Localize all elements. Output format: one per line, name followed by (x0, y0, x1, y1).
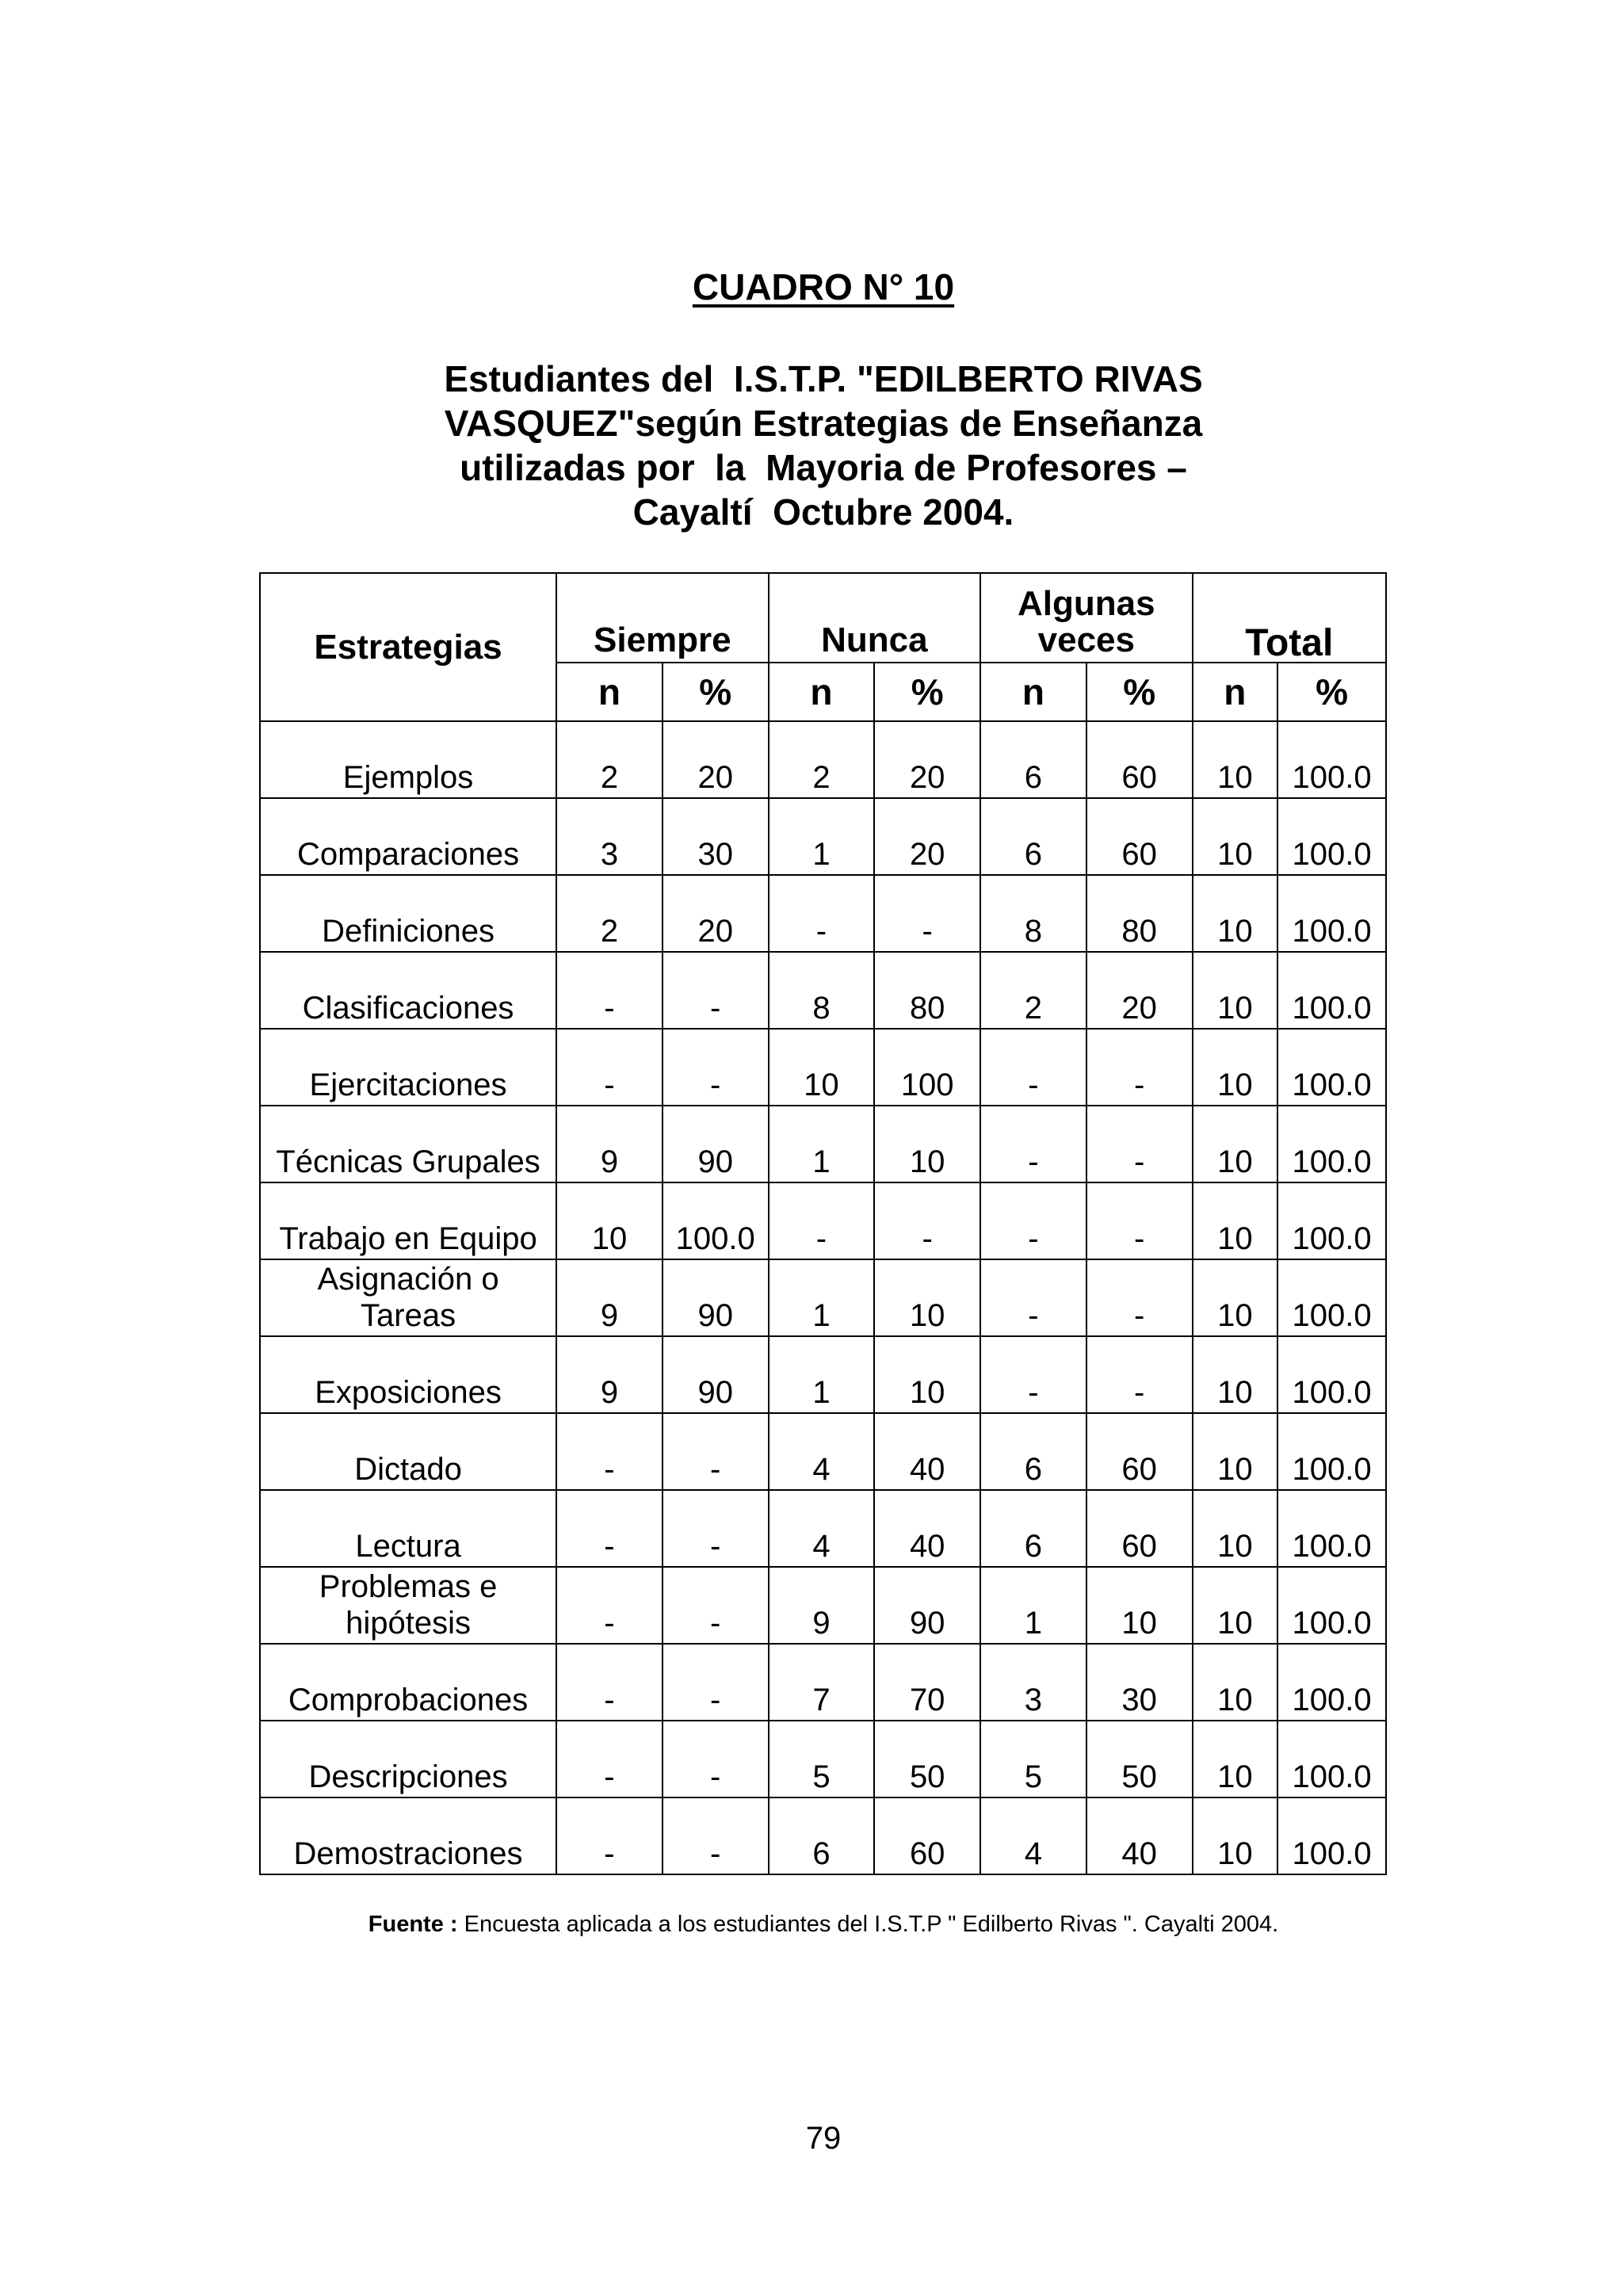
value-cell: - (556, 952, 663, 1029)
value-cell: 100.0 (1277, 1567, 1386, 1644)
table-row (260, 1721, 1386, 1797)
source-text: Encuesta aplicada a los estudiantes del I.S.T.P " Edilberto Rivas ". Cayalti 2004. (457, 1912, 1279, 1937)
value-cell: 10 (1193, 1182, 1278, 1259)
strategy-name-cell (260, 1490, 556, 1567)
value-cell: - (1086, 1106, 1193, 1182)
value-cell: 90 (663, 1106, 769, 1182)
table-row (260, 1106, 1386, 1182)
strategy-name-cell (260, 1106, 556, 1182)
table-caption-number: CUADRO N° 10 (692, 266, 955, 308)
strategy-name: Descripciones (308, 1759, 508, 1794)
value-cell: - (663, 952, 769, 1029)
value-cell: 50 (874, 1721, 980, 1797)
value-cell: 5 (769, 1721, 875, 1797)
strategy-name-cell (260, 1336, 556, 1413)
page-number: 79 (805, 2121, 842, 2156)
value-cell: 4 (769, 1490, 875, 1567)
value-cell: 50 (1086, 1721, 1193, 1797)
value-cell: 20 (1086, 952, 1193, 1029)
value-cell: 10 (1193, 875, 1278, 952)
value-cell: 60 (1086, 721, 1193, 798)
value-cell: 1 (769, 798, 875, 875)
strategies-table (259, 572, 1387, 1875)
value-cell: - (980, 1259, 1086, 1336)
value-cell: 60 (1086, 798, 1193, 875)
value-cell: 1 (769, 1336, 875, 1413)
value-cell: 1 (769, 1259, 875, 1336)
value-cell: - (663, 1721, 769, 1797)
value-cell: - (556, 1644, 663, 1721)
subheader-n: n (556, 663, 663, 721)
table-header-row (260, 573, 1386, 663)
value-cell: 20 (874, 721, 980, 798)
value-cell: 40 (874, 1413, 980, 1490)
strategy-name-cell (260, 875, 556, 952)
header-siempre: Siempre (556, 573, 768, 663)
value-cell: 20 (663, 875, 769, 952)
strategy-name: Tareas (361, 1298, 456, 1333)
strategy-name-cell (260, 1644, 556, 1721)
subheader-n: n (980, 663, 1086, 721)
value-cell: 70 (874, 1644, 980, 1721)
value-cell: 10 (769, 1029, 875, 1106)
subheader-n: n (769, 663, 875, 721)
header-algunas-veces-line: veces (1037, 621, 1135, 659)
strategy-name-cell (260, 1413, 556, 1490)
strategy-name-cell (260, 952, 556, 1029)
strategy-name: Trabajo en Equipo (279, 1221, 537, 1256)
value-cell: 2 (769, 721, 875, 798)
table-row (260, 798, 1386, 875)
value-cell: - (874, 875, 980, 952)
strategy-name-cell (260, 1259, 556, 1336)
value-cell: 6 (980, 798, 1086, 875)
value-cell: 10 (1086, 1567, 1193, 1644)
subtitle-line: Estudiantes del I.S.T.P. "EDILBERTO RIVAS (444, 358, 1203, 399)
value-cell: 10 (1193, 1721, 1278, 1797)
value-cell: 6 (980, 721, 1086, 798)
value-cell: - (769, 1182, 875, 1259)
strategy-name: Demostraciones (293, 1836, 523, 1871)
value-cell: 100.0 (1277, 1182, 1386, 1259)
value-cell: 90 (663, 1259, 769, 1336)
value-cell: 10 (874, 1259, 980, 1336)
value-cell: 100.0 (1277, 1797, 1386, 1874)
value-cell: - (663, 1797, 769, 1874)
strategy-name: Asignación o (317, 1262, 499, 1297)
header-estrategias: Estrategias (260, 573, 556, 721)
value-cell: 4 (769, 1413, 875, 1490)
table-row (260, 1259, 1386, 1336)
value-cell: 30 (663, 798, 769, 875)
value-cell: - (769, 875, 875, 952)
value-cell: 100.0 (1277, 1490, 1386, 1567)
strategy-name-cell (260, 1029, 556, 1106)
strategy-name: hipótesis (346, 1606, 471, 1641)
value-cell: - (663, 1029, 769, 1106)
strategy-name-cell (260, 1182, 556, 1259)
subheader-pct: % (1086, 663, 1193, 721)
value-cell: 10 (1193, 1797, 1278, 1874)
value-cell: - (980, 1106, 1086, 1182)
value-cell: 10 (1193, 952, 1278, 1029)
value-cell: 100.0 (1277, 1336, 1386, 1413)
value-cell: 80 (1086, 875, 1193, 952)
value-cell: 1 (980, 1567, 1086, 1644)
table-row (260, 1567, 1386, 1644)
strategy-name: Comparaciones (296, 837, 520, 872)
table-row (260, 875, 1386, 952)
value-cell: 40 (1086, 1797, 1193, 1874)
value-cell: 100.0 (1277, 1106, 1386, 1182)
value-cell: - (663, 1567, 769, 1644)
value-cell: - (556, 1029, 663, 1106)
value-cell: - (1086, 1336, 1193, 1413)
subtitle-line: utilizadas por la Mayoria de Profesores – (460, 447, 1187, 488)
value-cell: 100.0 (663, 1182, 769, 1259)
table-row (260, 1182, 1386, 1259)
subheader-n: n (1193, 663, 1278, 721)
strategy-name: Definiciones (322, 914, 495, 949)
header-total: Total (1193, 573, 1386, 663)
strategy-name: Lectura (355, 1529, 461, 1564)
value-cell: 80 (874, 952, 980, 1029)
value-cell: 7 (769, 1644, 875, 1721)
value-cell: - (663, 1490, 769, 1567)
value-cell: - (980, 1182, 1086, 1259)
value-cell: - (556, 1567, 663, 1644)
strategy-name: Técnicas Grupales (276, 1144, 540, 1179)
value-cell: 4 (980, 1797, 1086, 1874)
value-cell: 10 (1193, 721, 1278, 798)
value-cell: 2 (980, 952, 1086, 1029)
value-cell: 9 (769, 1567, 875, 1644)
value-cell: - (980, 1029, 1086, 1106)
value-cell: 9 (556, 1259, 663, 1336)
strategy-name: Exposiciones (315, 1375, 502, 1410)
strategy-name: Ejercitaciones (309, 1068, 507, 1102)
value-cell: 60 (874, 1797, 980, 1874)
value-cell: 60 (1086, 1413, 1193, 1490)
value-cell: - (1086, 1182, 1193, 1259)
value-cell: - (556, 1490, 663, 1567)
value-cell: - (663, 1644, 769, 1721)
value-cell: 90 (663, 1336, 769, 1413)
value-cell: 10 (1193, 798, 1278, 875)
strategy-name: Comprobaciones (288, 1683, 529, 1717)
value-cell: 6 (980, 1490, 1086, 1567)
value-cell: 100.0 (1277, 1029, 1386, 1106)
value-cell: 10 (874, 1336, 980, 1413)
table-row (260, 1336, 1386, 1413)
value-cell: 3 (556, 798, 663, 875)
value-cell: - (556, 1721, 663, 1797)
source-note (0, 1912, 1623, 1938)
value-cell: 6 (980, 1413, 1086, 1490)
table-row (260, 1644, 1386, 1721)
value-cell: - (1086, 1259, 1193, 1336)
value-cell: 100 (874, 1029, 980, 1106)
subheader-pct: % (663, 663, 769, 721)
strategy-name-cell (260, 798, 556, 875)
subtitle-line: VASQUEZ"según Estrategias de Enseñanza (444, 403, 1203, 444)
header-algunas-veces-line: Algunas (1018, 584, 1155, 623)
subtitle-line: Cayaltí Octubre 2004. (632, 491, 1014, 533)
value-cell: 6 (769, 1797, 875, 1874)
value-cell: 30 (1086, 1644, 1193, 1721)
value-cell: 10 (556, 1182, 663, 1259)
value-cell: 10 (1193, 1567, 1278, 1644)
table-row (260, 1029, 1386, 1106)
value-cell: 3 (980, 1644, 1086, 1721)
value-cell: - (874, 1182, 980, 1259)
table-caption-title (0, 357, 1623, 534)
value-cell: 100.0 (1277, 1721, 1386, 1797)
strategy-name-cell (260, 1797, 556, 1874)
table-body (260, 721, 1386, 1874)
value-cell: 100.0 (1277, 798, 1386, 875)
value-cell: 5 (980, 1721, 1086, 1797)
value-cell: - (663, 1413, 769, 1490)
value-cell: - (980, 1336, 1086, 1413)
value-cell: 10 (1193, 1490, 1278, 1567)
value-cell: 10 (1193, 1644, 1278, 1721)
value-cell: 10 (1193, 1336, 1278, 1413)
value-cell: 8 (980, 875, 1086, 952)
header-nunca: Nunca (769, 573, 980, 663)
value-cell: 40 (874, 1490, 980, 1567)
value-cell: 10 (1193, 1259, 1278, 1336)
value-cell: 100.0 (1277, 1259, 1386, 1336)
strategy-name-cell (260, 1721, 556, 1797)
strategy-name: Dictado (354, 1452, 462, 1487)
strategy-name: Problemas e (319, 1569, 498, 1604)
value-cell: 100.0 (1277, 1413, 1386, 1490)
value-cell: 60 (1086, 1490, 1193, 1567)
table-row (260, 721, 1386, 798)
value-cell: 10 (1193, 1413, 1278, 1490)
value-cell: 100.0 (1277, 721, 1386, 798)
value-cell: 1 (769, 1106, 875, 1182)
value-cell: 100.0 (1277, 1644, 1386, 1721)
value-cell: 2 (556, 721, 663, 798)
table-row (260, 1490, 1386, 1567)
value-cell: 100.0 (1277, 952, 1386, 1029)
source-label: Fuente : (368, 1912, 458, 1937)
value-cell: 100.0 (1277, 875, 1386, 952)
table-row (260, 1797, 1386, 1874)
value-cell: 2 (556, 875, 663, 952)
subheader-pct: % (1277, 663, 1386, 721)
strategy-name: Ejemplos (342, 760, 474, 795)
value-cell: - (556, 1797, 663, 1874)
value-cell: 8 (769, 952, 875, 1029)
value-cell: - (556, 1413, 663, 1490)
subheader-pct: % (874, 663, 980, 721)
value-cell: 20 (663, 721, 769, 798)
value-cell: 10 (1193, 1029, 1278, 1106)
value-cell: 10 (1193, 1106, 1278, 1182)
table-row (260, 1413, 1386, 1490)
value-cell: 9 (556, 1336, 663, 1413)
table-row (260, 952, 1386, 1029)
strategy-name: Clasificaciones (302, 991, 514, 1026)
value-cell: 9 (556, 1106, 663, 1182)
header-algunas-veces (980, 573, 1192, 663)
value-cell: 10 (874, 1106, 980, 1182)
value-cell: 90 (874, 1567, 980, 1644)
value-cell: - (1086, 1029, 1193, 1106)
strategy-name-cell (260, 1567, 556, 1644)
strategy-name-cell (260, 721, 556, 798)
value-cell: 20 (874, 798, 980, 875)
